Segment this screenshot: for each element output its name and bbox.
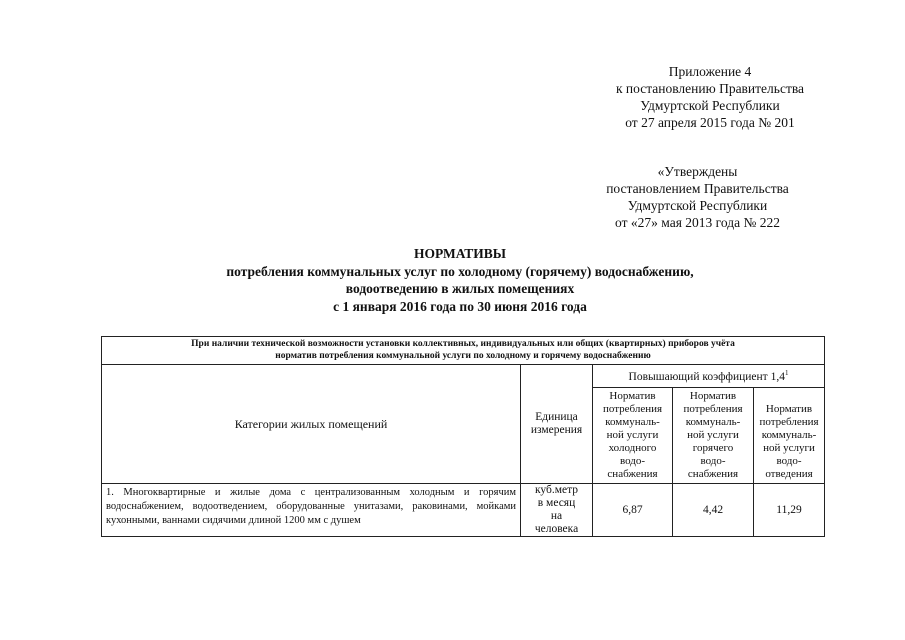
unit-column-header — [521, 365, 593, 484]
unit-header-line: измерения — [530, 424, 583, 436]
hot-header-line: коммуналь- — [685, 416, 741, 428]
norms-table — [101, 336, 825, 537]
title-line: водоотведению в жилых помещениях — [345, 281, 575, 296]
drain-header-line: отведения — [765, 468, 813, 480]
approved-line: постановлением Правительства — [606, 181, 789, 196]
approved-line: Удмуртской Республики — [627, 198, 768, 213]
appendix-line: от 27 апреля 2015 года № 201 — [625, 115, 795, 130]
drainage-norm-header — [754, 388, 825, 484]
cold-header-line: холодного — [608, 442, 657, 454]
drain-header-line: водо- — [776, 455, 802, 467]
title-heading: НОРМАТИВЫ — [413, 246, 507, 261]
unit-header-line: Единица — [535, 411, 578, 423]
unit-cell — [521, 484, 593, 537]
category-cell: 1. Многоквартирные и жилые дома с централизованным холодным и горячим водоснабжением, водоотведением, оборудованные унитазами, раковинами, мойками кухонными, ваннами сидячими длиной 1200 мм с душем — [102, 484, 521, 537]
coefficient-label: Повышающий коэффициент 1,4 — [628, 370, 785, 383]
hot-header-line: снабжения — [687, 468, 739, 480]
appendix-line: к постановлению Правительства — [615, 81, 805, 96]
document-title — [150, 245, 770, 315]
drain-header-line: ной услуги — [763, 442, 815, 454]
cold-header-line: потребления — [602, 403, 663, 415]
hot-header-line: горячего — [692, 442, 734, 454]
unit-line: куб.метр — [534, 484, 579, 496]
hot-water-value: 4,42 — [673, 484, 754, 537]
appendix-line: Приложение 4 — [668, 64, 752, 79]
cold-water-norm-header — [593, 388, 673, 484]
drainage-value: 11,29 — [754, 484, 825, 537]
cold-header-line: водо- — [619, 455, 646, 467]
appendix-block — [590, 63, 830, 131]
category-column-header: Категории жилых помещений — [102, 365, 521, 484]
table-row — [102, 484, 825, 537]
hot-header-line: потребления — [683, 403, 743, 415]
approved-block — [575, 163, 820, 231]
hot-header-line: ной услуги — [687, 429, 739, 441]
approved-line: от «27» мая 2013 года № 222 — [615, 215, 780, 230]
unit-line: на — [550, 510, 563, 522]
title-line: потребления коммунальных услуг по холодному (горячему) водоснабжению, — [226, 263, 694, 279]
cold-header-line: Норматив — [609, 390, 656, 402]
hot-water-norm-header — [673, 388, 754, 484]
approved-line: «Утверждены — [657, 164, 738, 179]
drain-header-line: потребления — [759, 416, 819, 428]
drain-header-line: Норматив — [765, 403, 813, 415]
hot-header-line: Норматив — [689, 390, 737, 402]
unit-line: человека — [534, 523, 579, 535]
cold-header-line: снабжения — [607, 468, 658, 480]
cold-header-line: коммуналь- — [605, 416, 660, 428]
column-header-row — [102, 365, 825, 388]
table-header-line: При наличии технической возможности установки коллективных, индивидуальных или общих (квартирных) приборов учёта — [191, 339, 735, 349]
cold-water-value: 6,87 — [593, 484, 673, 537]
table-header-row — [102, 337, 825, 365]
unit-line: в месяц — [537, 497, 576, 509]
appendix-line: Удмуртской Республики — [640, 98, 780, 113]
table-header-line: норматив потребления коммунальной услуги по холодному и горячему водоснабжению — [275, 350, 651, 361]
table-header — [102, 337, 825, 365]
cold-header-line: ной услуги — [606, 429, 659, 441]
coefficient-header — [593, 365, 825, 388]
title-line: с 1 января 2016 года по 30 июня 2016 года — [333, 298, 587, 314]
footnote-mark: 1 — [784, 369, 789, 378]
hot-header-line: водо- — [700, 455, 726, 467]
drain-header-line: коммуналь- — [761, 429, 817, 441]
